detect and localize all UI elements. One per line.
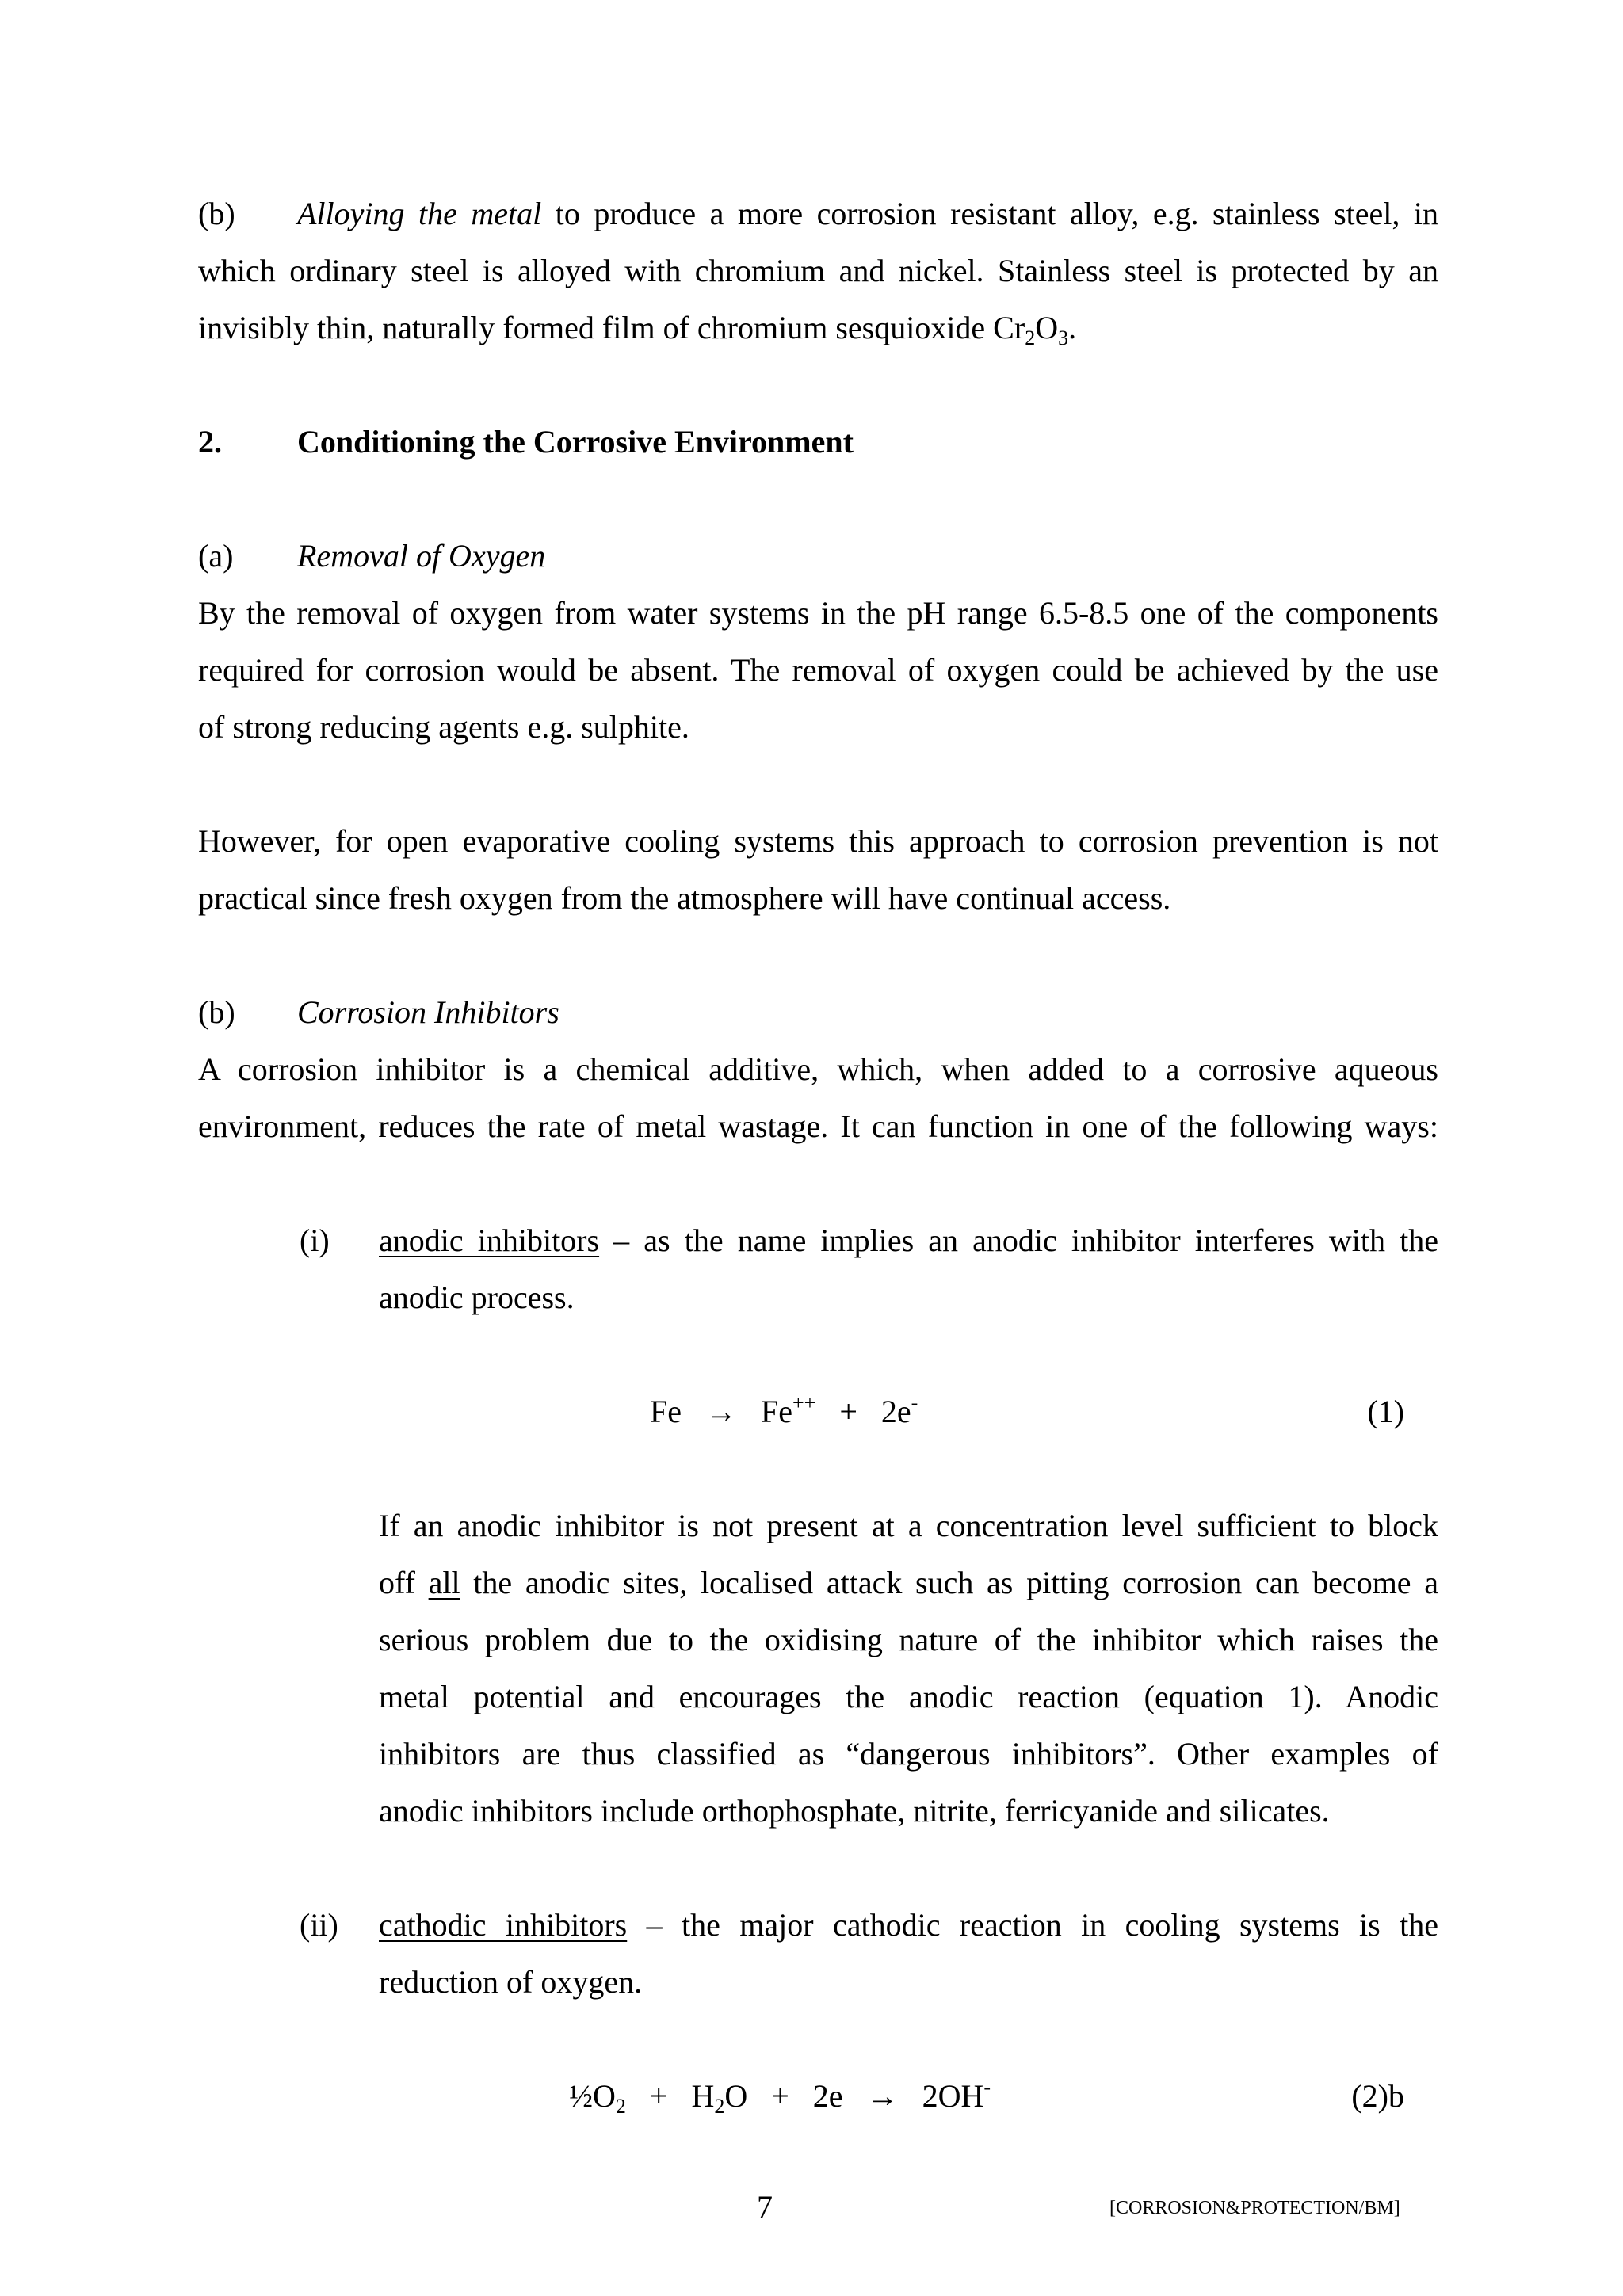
- superscript: -: [983, 2076, 991, 2099]
- equation-1: [650, 1391, 918, 1432]
- subscript: 2: [615, 2095, 626, 2118]
- underlined-word: all: [428, 1565, 460, 1600]
- equation-2-number: (2)b: [1351, 2078, 1404, 2114]
- superscript: -: [911, 1391, 918, 1414]
- item-i-p-line4: metal potential and encourages the anodic reaction (equation 1). Anodic: [379, 1679, 1438, 1714]
- section-1b-italic-lead: Alloying the metal: [297, 196, 542, 231]
- section-2-number: 2.: [198, 424, 222, 460]
- item-i-p-line1: If an anodic inhibitor is not present at a concentration level sufficient to block: [379, 1508, 1438, 1543]
- item-ii-line2: reduction of oxygen.: [379, 1964, 643, 2000]
- item-i-line1: [379, 1220, 1438, 1261]
- section-1b-line3: [198, 307, 1076, 349]
- section-2a-label: (a): [198, 538, 234, 574]
- page-number: 7: [757, 2189, 773, 2225]
- item-i-line2: anodic process.: [379, 1280, 575, 1315]
- section-1b-line1: [297, 193, 1438, 235]
- section-2b-p1-line2: environment, reduces the rate of metal wastage. It can function in one of the following ways:: [198, 1108, 1438, 1144]
- section-1b-label: (b): [198, 196, 235, 231]
- item-ii-line1: [379, 1905, 1438, 1946]
- item-i-p-line6: anodic inhibitors include orthophosphate, nitrite, ferricyanide and silicates.: [379, 1793, 1330, 1829]
- item-i-p-line5: inhibitors are thus classified as “dangerous inhibitors”. Other examples of: [379, 1736, 1438, 1772]
- item-ii-label: (ii): [300, 1907, 338, 1943]
- eq-term: 2e: [880, 1394, 911, 1429]
- eq-term: 2OH: [922, 2078, 984, 2114]
- eq-term: 2e: [812, 2078, 843, 2114]
- item-ii-line1-text: – the major cathodic reaction in cooling systems is the: [627, 1907, 1438, 1943]
- item-i-p-line2: [379, 1562, 1438, 1604]
- section-2b-label: (b): [198, 994, 235, 1030]
- item-ii-term: cathodic inhibitors: [379, 1907, 628, 1943]
- arrow-icon: →: [866, 2078, 899, 2114]
- arrow-icon: →: [705, 1394, 737, 1429]
- section-1b-line3-text: .: [1068, 310, 1077, 345]
- section-1b-line2: which ordinary steel is alloyed with chromium and nickel. Stainless steel is protected by an: [198, 253, 1438, 288]
- section-2a-heading: Removal of Oxygen: [297, 538, 546, 574]
- eq-term: H: [691, 2078, 715, 2114]
- subscript: 2: [1025, 326, 1036, 349]
- subscript: 2: [714, 2095, 725, 2118]
- section-2a-p1-line2: required for corrosion would be absent. The removal of oxygen could be achieved by the use: [198, 652, 1438, 688]
- equation-1-number: (1): [1367, 1394, 1404, 1429]
- superscript: ++: [792, 1391, 816, 1414]
- eq-term: ½O: [569, 2078, 616, 2114]
- subscript: 3: [1058, 326, 1069, 349]
- item-i-p-text: off: [379, 1565, 429, 1600]
- eq-term: Fe: [650, 1394, 682, 1429]
- item-i-label: (i): [300, 1222, 330, 1258]
- eq-operator: +: [649, 2078, 668, 2114]
- document-code: [CORROSION&PROTECTION/BM]: [1109, 2198, 1400, 2218]
- section-1b-line3-text: O: [1035, 310, 1059, 345]
- eq-operator: +: [771, 2078, 789, 2114]
- section-1b-line1-text: to produce a more corrosion resistant alloy, e.g. stainless steel, in: [541, 196, 1438, 231]
- item-i-p-line3: serious problem due to the oxidising nature of the inhibitor which raises the: [379, 1622, 1438, 1657]
- item-i-p-text: the anodic sites, localised attack such as pitting corrosion can become a: [460, 1565, 1439, 1600]
- section-2-title: Conditioning the Corrosive Environment: [297, 424, 854, 460]
- item-i-term: anodic inhibitors: [379, 1222, 600, 1258]
- section-2a-p1-line3: of strong reducing agents e.g. sulphite.: [198, 709, 689, 745]
- section-2a-p2-line1: However, for open evaporative cooling systems this approach to corrosion prevention is not: [198, 823, 1438, 859]
- section-1b-line3-text: invisibly thin, naturally formed film of chromium sesquioxide Cr: [198, 310, 1025, 345]
- eq-term: O: [724, 2078, 748, 2114]
- section-2a-p2-line2: practical since fresh oxygen from the atmosphere will have continual access.: [198, 880, 1171, 916]
- section-2b-heading: Corrosion Inhibitors: [297, 994, 559, 1030]
- section-2a-p1-line1: By the removal of oxygen from water systems in the pH range 6.5-8.5 one of the components: [198, 595, 1438, 631]
- equation-2: [569, 2076, 991, 2117]
- section-2b-p1-line1: A corrosion inhibitor is a chemical additive, which, when added to a corrosive aqueous: [198, 1051, 1438, 1087]
- item-i-line1-text: – as the name implies an anodic inhibitor interferes with the: [599, 1222, 1438, 1258]
- eq-operator: +: [839, 1394, 857, 1429]
- eq-term: Fe: [761, 1394, 792, 1429]
